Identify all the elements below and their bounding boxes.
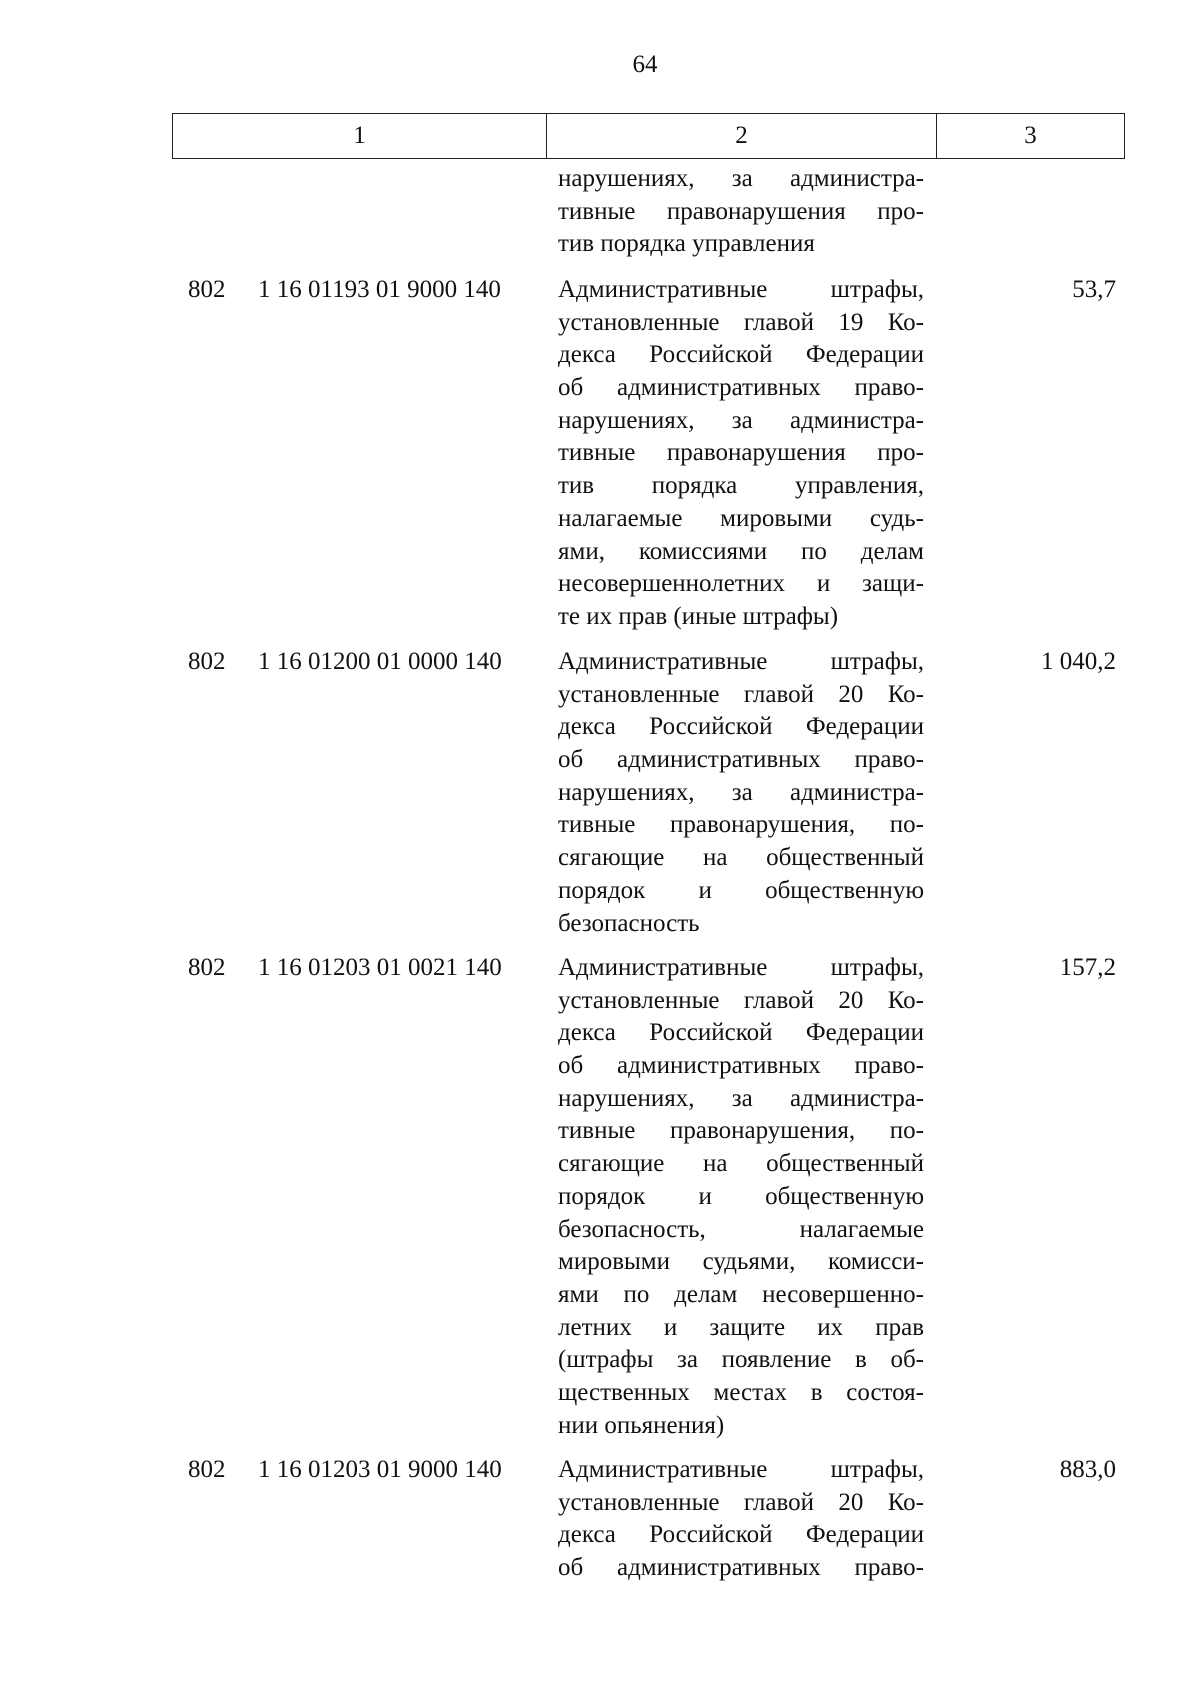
text-line: тив порядка управления: [558, 230, 815, 258]
text-line: те их прав (иные штрафы): [558, 602, 839, 630]
text-line: (штрафы за появление в об-: [558, 1346, 924, 1374]
amount: 883,0: [1059, 1456, 1116, 1483]
text-line: Административные штрафы,: [558, 648, 924, 675]
text-line: нарушениях, за администра-: [558, 1084, 924, 1112]
text-line: об административных право-: [558, 1554, 924, 1582]
text-line: сягающие на общественный: [558, 1150, 924, 1178]
column-header-1: 1: [173, 114, 547, 158]
budget-classification-code: 1 16 01203 01 9000 140: [258, 1456, 502, 1483]
text-line: летних и защите их прав: [558, 1313, 924, 1341]
budget-classification-code: 1 16 01203 01 0021 140: [258, 954, 502, 981]
text-line: установленные главой 20 Ко-: [558, 680, 924, 708]
text-line: нарушениях, за администра-: [558, 165, 924, 192]
text-line: об административных право-: [558, 1052, 924, 1080]
text-line: установленные главой 19 Ко-: [558, 308, 924, 336]
column-header-3: 3: [1024, 122, 1037, 149]
page-number: 64: [632, 51, 658, 78]
text-line: нии опьянения): [558, 1411, 725, 1439]
continuation-text: [558, 163, 924, 261]
text-line: нарушениях, за администра-: [558, 406, 924, 434]
text-line: щественных местах в состоя-: [558, 1378, 924, 1406]
budget-classification-code: 1 16 01193 01 9000 140: [258, 276, 501, 303]
row-description: [558, 646, 924, 940]
text-line: безопасность: [558, 909, 700, 937]
text-line: Административные штрафы,: [558, 1456, 924, 1483]
text-line: тивные правонарушения про-: [558, 197, 924, 225]
amount: 53,7: [1072, 276, 1116, 303]
row-description: [558, 274, 924, 634]
text-line: тивные правонарушения, по-: [558, 811, 924, 839]
row-description: [558, 1454, 924, 1585]
text-line: установленные главой 20 Ко-: [558, 1488, 924, 1516]
text-line: порядок и общественную: [558, 1182, 924, 1210]
admin-code: 802: [188, 276, 226, 303]
text-line: декса Российской Федерации: [558, 1521, 924, 1549]
text-line: декса Российской Федерации: [558, 341, 924, 369]
admin-code: 802: [188, 1456, 226, 1483]
amount: 1 040,2: [1041, 648, 1116, 675]
text-line: налагаемые мировыми судь-: [558, 504, 924, 532]
amount: 157,2: [1059, 954, 1116, 981]
text-line: нарушениях, за администра-: [558, 778, 924, 806]
row-description: [558, 952, 924, 1442]
budget-classification-code: 1 16 01200 01 0000 140: [258, 648, 502, 675]
admin-code: 802: [188, 648, 226, 675]
text-line: установленные главой 20 Ко-: [558, 986, 924, 1014]
text-line: тив порядка управления,: [558, 472, 924, 500]
text-line: Административные штрафы,: [558, 276, 924, 303]
text-line: декса Российской Федерации: [558, 713, 924, 741]
text-line: об административных право-: [558, 746, 924, 774]
column-header-2: 2: [547, 114, 937, 158]
text-line: декса Российской Федерации: [558, 1019, 924, 1047]
text-line: ями, комиссиями по делам: [558, 537, 924, 565]
text-line: мировыми судьями, комисси-: [558, 1248, 924, 1276]
admin-code: 802: [188, 954, 226, 981]
text-line: порядок и общественную: [558, 876, 924, 904]
table-header: [172, 113, 1125, 159]
text-line: тивные правонарушения про-: [558, 439, 924, 467]
text-line: несовершеннолетних и защи-: [558, 570, 924, 598]
text-line: об административных право-: [558, 374, 924, 402]
text-line: Административные штрафы,: [558, 954, 924, 981]
text-line: сягающие на общественный: [558, 844, 924, 872]
text-line: ями по делам несовершенно-: [558, 1280, 924, 1308]
text-line: тивные правонарушения, по-: [558, 1117, 924, 1145]
text-line: безопасность, налагаемые: [558, 1215, 924, 1243]
